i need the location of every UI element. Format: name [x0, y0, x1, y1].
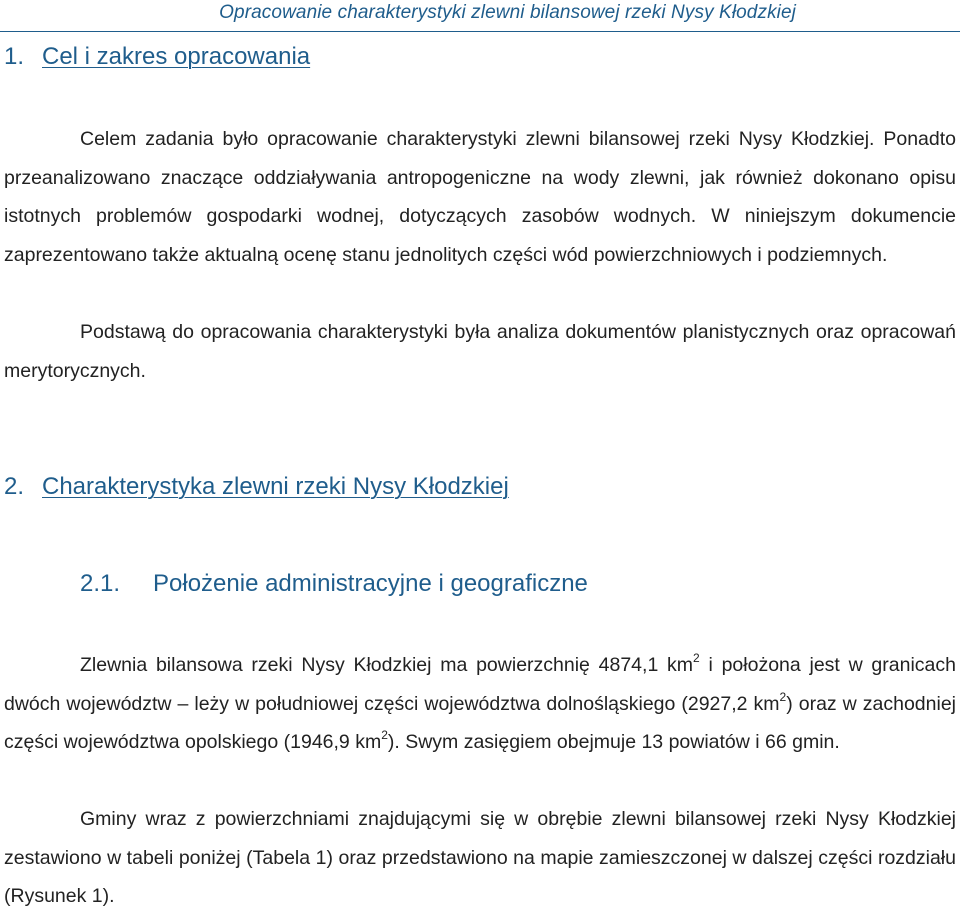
section-2-1-paragraph-1	[4, 646, 956, 762]
section-2-1-heading	[80, 570, 588, 598]
section-2-title: Charakterystyka zlewni rzeki Nysy Kłodzkiej	[42, 473, 509, 500]
running-header: Opracowanie charakterystyki zlewni bilansowej rzeki Nysy Kłodzkiej	[219, 2, 796, 23]
section-1-paragraph-2: Podstawą do opracowania charakterystyki była analiza dokumentów planistycznych oraz opracowań merytorycznych.	[4, 321, 956, 382]
section-2-number: 2.	[4, 473, 25, 500]
section-2-1-paragraph-2: Gminy wraz z powierzchniami znajdującymi się w obrębie zlewni bilansowej rzeki Nysy Kłodzkiej zestawiono w tabeli poniżej (Tabela 1) oraz przedstawiono na mapie zamieszczonej w dalszej części rozdziału (Rysunek 1).	[4, 808, 956, 908]
section-1-number: 1.	[4, 43, 25, 70]
section-1-title: Cel i zakres opracowania	[42, 43, 311, 70]
sup-1: 2	[693, 651, 700, 665]
area-text-b: i położona jest w granicach dwóch województw – leży w południowej części województwa dolnośląskiego (2927,2 km	[4, 654, 956, 715]
area-text-d: ). Swym zasięgiem obejmuje 13 powiatów i 66 gmin.	[387, 731, 840, 754]
section-2-1-number: 2.1.	[80, 570, 121, 597]
area-text-c: ) oraz w zachodniej części województwa opolskiego (1946,9 km	[4, 692, 957, 754]
section-2-heading	[4, 473, 509, 501]
area-text-a: Zlewnia bilansowa rzeki Nysy Kłodzkiej ma powierzchnię 4874,1 km	[80, 654, 694, 676]
sup-3: 2	[381, 728, 388, 743]
section-1-heading	[4, 43, 310, 71]
section-2-1-title: Położenie administracyjne i geograficzne	[153, 570, 588, 597]
section-1-paragraph-1: Celem zadania było opracowanie charakterystyki zlewni bilansowej rzeki Nysy Kłodzkiej. Ponadto przeanalizowano znaczące oddziaływania antropogeniczne na wody zlewni, jak również dokonano opisu istotnych problemów gospodarki wodnej, dotyczących zasobów wodnych. W niniejszym dokumencie zaprezentowano także aktualną ocenę stanu jednolitych części wód powierzchniowych i podziemnych.	[4, 128, 956, 267]
sup-2: 2	[779, 689, 787, 704]
header-rule	[0, 31, 960, 32]
